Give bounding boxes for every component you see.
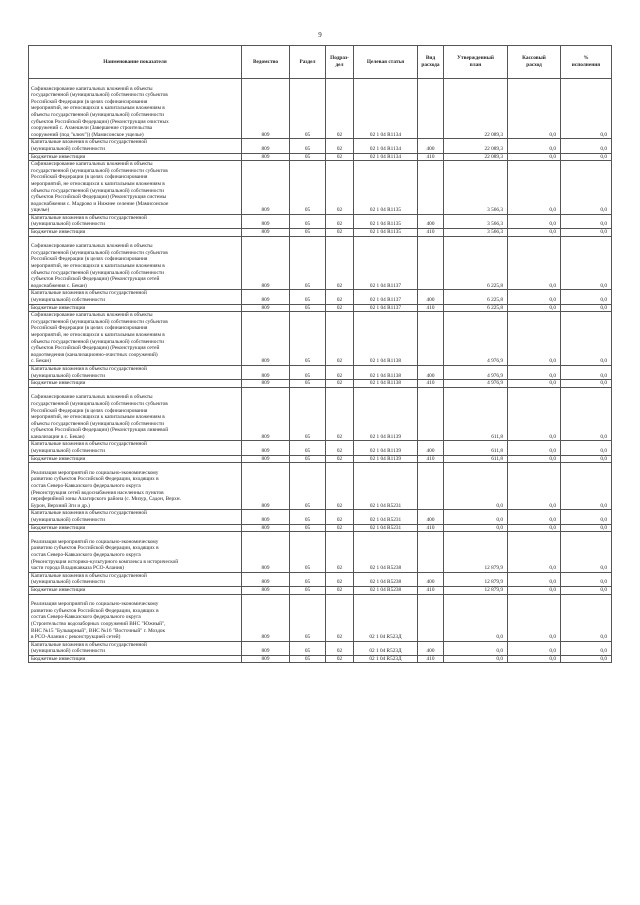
row-section: 05 <box>290 455 326 463</box>
row-dept: 809 <box>242 594 290 641</box>
row-target: 02 1 04 R1138 <box>354 312 418 366</box>
row-subsection: 02 <box>326 586 354 594</box>
row-plan: 6 225,8 <box>444 304 508 312</box>
col-header-plan: Утвержденный план <box>444 46 508 79</box>
row-plan: 0,0 <box>444 641 508 655</box>
row-plan: 0,0 <box>444 655 508 663</box>
row-section: 05 <box>290 387 326 441</box>
row-dept: 809 <box>242 510 290 524</box>
row-percent: 0,0 <box>561 161 612 215</box>
row-subsection: 02 <box>326 655 354 663</box>
row-section: 05 <box>290 290 326 304</box>
row-section: 05 <box>290 161 326 215</box>
row-cash: 0,0 <box>508 524 561 532</box>
row-section: 05 <box>290 365 326 379</box>
row-subsection: 02 <box>326 365 354 379</box>
row-percent: 0,0 <box>561 290 612 304</box>
row-expense-type <box>418 387 444 441</box>
row-dept: 809 <box>242 524 290 532</box>
table-row <box>29 594 612 641</box>
row-name: Капитальные вложения в объекты государственной (муниципальной) собственности <box>29 572 242 586</box>
row-target: 02 1 04 R523Д <box>354 641 418 655</box>
row-name: Капитальные вложения в объекты государственной (муниципальной) собственности <box>29 365 242 379</box>
row-dept: 809 <box>242 441 290 455</box>
row-section: 05 <box>290 510 326 524</box>
row-target: 02 1 04 R5231 <box>354 510 418 524</box>
table-row <box>29 524 612 532</box>
table-row <box>29 572 612 586</box>
row-dept: 809 <box>242 312 290 366</box>
row-subsection: 02 <box>326 229 354 237</box>
row-target: 02 1 04 R1134 <box>354 139 418 153</box>
row-plan: 3 566,3 <box>444 229 508 237</box>
row-plan: 22 089,3 <box>444 153 508 161</box>
row-target: 02 1 04 R1135 <box>354 229 418 237</box>
row-target: 02 1 04 R1134 <box>354 153 418 161</box>
row-percent: 0,0 <box>561 463 612 510</box>
row-percent: 0,0 <box>561 387 612 441</box>
row-cash: 0,0 <box>508 214 561 228</box>
row-dept: 809 <box>242 380 290 388</box>
row-target: 02 1 04 R5238 <box>354 532 418 573</box>
row-expense-type: 400 <box>418 290 444 304</box>
row-cash: 0,0 <box>508 441 561 455</box>
row-cash: 0,0 <box>508 229 561 237</box>
row-expense-type: 410 <box>418 655 444 663</box>
row-section: 05 <box>290 229 326 237</box>
row-section: 05 <box>290 463 326 510</box>
row-name: Реализация мероприятий по социально-экономическому развитию субъектов Российской Федерации, входящих в состав Северо-Кавказского федерального округа (Реконструкция историко-культурного комплекса в исторической части города Владикавказа РСО-Алания) <box>29 532 242 573</box>
row-subsection: 02 <box>326 524 354 532</box>
row-name: Бюджетные инвестиции <box>29 586 242 594</box>
row-expense-type: 410 <box>418 229 444 237</box>
row-percent: 0,0 <box>561 572 612 586</box>
row-plan: 4 976,9 <box>444 312 508 366</box>
row-plan: 3 566,3 <box>444 161 508 215</box>
row-name: Бюджетные инвестиции <box>29 455 242 463</box>
row-cash: 0,0 <box>508 532 561 573</box>
row-name: Бюджетные инвестиции <box>29 524 242 532</box>
row-expense-type: 410 <box>418 586 444 594</box>
row-name: Софинансирование капитальных вложений в объекты государственной (муниципальной) собственности субъектов Российской Федерации (в целях софинансирования мероприятий, не относящихся к капитальным вложениям в объекты государственной (муниципальной) собственности субъектов Российской Федерации) (Реконструкция сетей водоотведения (канализационно-очистных сооружений) с. Бекан) <box>29 312 242 366</box>
row-target: 02 1 04 R1134 <box>354 79 418 139</box>
row-plan: 611,8 <box>444 387 508 441</box>
table-row <box>29 510 612 524</box>
row-plan: 0,0 <box>444 463 508 510</box>
table-row <box>29 290 612 304</box>
row-subsection: 02 <box>326 304 354 312</box>
row-plan: 6 225,8 <box>444 236 508 290</box>
row-percent: 0,0 <box>561 524 612 532</box>
row-subsection: 02 <box>326 594 354 641</box>
row-target: 02 1 04 R1139 <box>354 387 418 441</box>
row-dept: 809 <box>242 139 290 153</box>
row-subsection: 02 <box>326 214 354 228</box>
row-name: Бюджетные инвестиции <box>29 380 242 388</box>
row-plan: 22 089,3 <box>444 139 508 153</box>
table-row <box>29 387 612 441</box>
row-percent: 0,0 <box>561 586 612 594</box>
row-dept: 809 <box>242 153 290 161</box>
row-dept: 809 <box>242 463 290 510</box>
row-expense-type <box>418 594 444 641</box>
table-row <box>29 586 612 594</box>
row-target: 02 1 04 R1135 <box>354 214 418 228</box>
row-subsection: 02 <box>326 455 354 463</box>
row-target: 02 1 04 R1138 <box>354 365 418 379</box>
row-dept: 809 <box>242 387 290 441</box>
row-target: 02 1 04 R1137 <box>354 290 418 304</box>
row-percent: 0,0 <box>561 510 612 524</box>
row-dept: 809 <box>242 236 290 290</box>
row-dept: 809 <box>242 79 290 139</box>
row-subsection: 02 <box>326 463 354 510</box>
row-percent: 0,0 <box>561 153 612 161</box>
table-row <box>29 463 612 510</box>
col-header-subsection: Подраз- дел <box>326 46 354 79</box>
row-section: 05 <box>290 586 326 594</box>
row-cash: 0,0 <box>508 510 561 524</box>
row-expense-type: 400 <box>418 572 444 586</box>
table-row <box>29 229 612 237</box>
row-subsection: 02 <box>326 510 354 524</box>
row-name: Софинансирование капитальных вложений в объекты государственной (муниципальной) собственности субъектов Российской Федерации (в целях софинансирования мероприятий, не относящихся к капитальным вложениям в объекты государственной (муниципальной) собственности субъектов Российской Федерации) (Реконструкция очистных сооружений с. Ахмешели (Завершение строительства сооружений (под "ключ")) (Мамисонское ущелье) <box>29 79 242 139</box>
row-expense-type: 410 <box>418 455 444 463</box>
row-section: 05 <box>290 441 326 455</box>
row-dept: 809 <box>242 532 290 573</box>
row-dept: 809 <box>242 290 290 304</box>
col-header-section: Раздел <box>290 46 326 79</box>
budget-table <box>28 45 612 663</box>
row-percent: 0,0 <box>561 641 612 655</box>
row-dept: 809 <box>242 229 290 237</box>
row-dept: 809 <box>242 586 290 594</box>
row-subsection: 02 <box>326 312 354 366</box>
row-target: 02 1 04 R5238 <box>354 572 418 586</box>
row-section: 05 <box>290 312 326 366</box>
row-subsection: 02 <box>326 387 354 441</box>
col-header-percent: % исполнения <box>561 46 612 79</box>
row-cash: 0,0 <box>508 387 561 441</box>
row-name: Бюджетные инвестиции <box>29 304 242 312</box>
row-dept: 809 <box>242 455 290 463</box>
row-target: 02 1 04 R5231 <box>354 463 418 510</box>
row-cash: 0,0 <box>508 236 561 290</box>
row-expense-type: 410 <box>418 524 444 532</box>
row-cash: 0,0 <box>508 139 561 153</box>
row-section: 05 <box>290 304 326 312</box>
row-section: 05 <box>290 153 326 161</box>
row-target: 02 1 04 R5231 <box>354 524 418 532</box>
row-section: 05 <box>290 139 326 153</box>
row-target: 02 1 04 R5238 <box>354 586 418 594</box>
row-target: 02 1 04 R523Д <box>354 655 418 663</box>
table-row <box>29 641 612 655</box>
row-plan: 0,0 <box>444 510 508 524</box>
table-row <box>29 161 612 215</box>
row-target: 02 1 04 R1139 <box>354 441 418 455</box>
row-expense-type: 400 <box>418 214 444 228</box>
row-cash: 0,0 <box>508 161 561 215</box>
row-section: 05 <box>290 524 326 532</box>
row-percent: 0,0 <box>561 236 612 290</box>
table-row <box>29 153 612 161</box>
table-row <box>29 79 612 139</box>
row-percent: 0,0 <box>561 79 612 139</box>
row-plan: 6 225,8 <box>444 290 508 304</box>
row-target: 02 1 04 R523Д <box>354 594 418 641</box>
row-dept: 809 <box>242 641 290 655</box>
row-dept: 809 <box>242 304 290 312</box>
row-section: 05 <box>290 641 326 655</box>
row-plan: 12 879,9 <box>444 532 508 573</box>
row-subsection: 02 <box>326 441 354 455</box>
row-expense-type <box>418 236 444 290</box>
table-row <box>29 214 612 228</box>
col-header-target: Целевая статья <box>354 46 418 79</box>
row-cash: 0,0 <box>508 586 561 594</box>
row-plan: 4 976,9 <box>444 365 508 379</box>
table-row <box>29 532 612 573</box>
table-row <box>29 304 612 312</box>
row-name: Реализация мероприятий по социально-экономическому развитию субъектов Российской Федерации, входящих в состав Северо-Кавказского федерального округа (Реконструкция сетей водоснабжения населенных пунктов периферийной зоны Алагирского района (с. Мизур, Садон, Верхн. Бурон, Верхний Зги и др.) <box>29 463 242 510</box>
table-row <box>29 455 612 463</box>
row-cash: 0,0 <box>508 455 561 463</box>
row-section: 05 <box>290 380 326 388</box>
row-name: Бюджетные инвестиции <box>29 229 242 237</box>
row-subsection: 02 <box>326 572 354 586</box>
row-expense-type <box>418 79 444 139</box>
row-percent: 0,0 <box>561 365 612 379</box>
row-target: 02 1 04 R1139 <box>354 455 418 463</box>
row-name: Бюджетные инвестиции <box>29 655 242 663</box>
table-row <box>29 655 612 663</box>
row-subsection: 02 <box>326 161 354 215</box>
row-cash: 0,0 <box>508 365 561 379</box>
row-dept: 809 <box>242 572 290 586</box>
row-expense-type: 400 <box>418 441 444 455</box>
table-body <box>29 79 612 663</box>
row-name: Капитальные вложения в объекты государственной (муниципальной) собственности <box>29 510 242 524</box>
row-subsection: 02 <box>326 139 354 153</box>
row-cash: 0,0 <box>508 641 561 655</box>
row-target: 02 1 04 R1137 <box>354 304 418 312</box>
table-row <box>29 441 612 455</box>
row-name: Бюджетные инвестиции <box>29 153 242 161</box>
table-row <box>29 365 612 379</box>
row-percent: 0,0 <box>561 214 612 228</box>
row-name: Капитальные вложения в объекты государственной (муниципальной) собственности <box>29 139 242 153</box>
row-cash: 0,0 <box>508 312 561 366</box>
row-name: Капитальные вложения в объекты государственной (муниципальной) собственности <box>29 214 242 228</box>
table-row <box>29 139 612 153</box>
row-dept: 809 <box>242 655 290 663</box>
row-section: 05 <box>290 655 326 663</box>
row-plan: 12 879,9 <box>444 586 508 594</box>
row-cash: 0,0 <box>508 572 561 586</box>
row-percent: 0,0 <box>561 655 612 663</box>
row-subsection: 02 <box>326 153 354 161</box>
row-name: Софинансирование капитальных вложений в объекты государственной (муниципальной) собственности субъектов Российской Федерации (в целях софинансирования мероприятий, не относящихся к капитальным вложениям в объекты государственной (муниципальной) собственности субъектов Российской Федерации) (Реконструкция системы водоснабжения с. Мадрово и Нижнее селение (Мамисонское ущелье) <box>29 161 242 215</box>
page-number: 9 <box>318 31 322 39</box>
row-percent: 0,0 <box>561 594 612 641</box>
row-cash: 0,0 <box>508 153 561 161</box>
row-name: Софинансирование капитальных вложений в объекты государственной (муниципальной) собственности субъектов Российской Федерации (в целях софинансирования мероприятий, не относящихся к капитальным вложениям в объекты государственной (муниципальной) собственности субъектов Российской Федерации) (Реконструкция сетей водоснабжения с. Бекан) <box>29 236 242 290</box>
table-row <box>29 236 612 290</box>
row-name: Капитальные вложения в объекты государственной (муниципальной) собственности <box>29 641 242 655</box>
row-dept: 809 <box>242 161 290 215</box>
row-expense-type: 400 <box>418 365 444 379</box>
row-cash: 0,0 <box>508 304 561 312</box>
row-percent: 0,0 <box>561 532 612 573</box>
row-subsection: 02 <box>326 236 354 290</box>
row-cash: 0,0 <box>508 463 561 510</box>
row-expense-type <box>418 463 444 510</box>
row-target: 02 1 04 R1135 <box>354 161 418 215</box>
row-section: 05 <box>290 214 326 228</box>
row-expense-type: 410 <box>418 380 444 388</box>
table-row <box>29 312 612 366</box>
row-name: Капитальные вложения в объекты государственной (муниципальной) собственности <box>29 290 242 304</box>
row-target: 02 1 04 R1138 <box>354 380 418 388</box>
row-percent: 0,0 <box>561 455 612 463</box>
row-cash: 0,0 <box>508 290 561 304</box>
row-name: Капитальные вложения в объекты государственной (муниципальной) собственности <box>29 441 242 455</box>
row-cash: 0,0 <box>508 79 561 139</box>
row-expense-type: 400 <box>418 641 444 655</box>
row-section: 05 <box>290 236 326 290</box>
row-cash: 0,0 <box>508 594 561 641</box>
row-cash: 0,0 <box>508 655 561 663</box>
row-name: Реализация мероприятий по социально-экономическому развитию субъектов Российской Федерации, входящих в состав Северо-Кавказского федерального округа (Строительство водозаборных сооружений ВНС "Южный", ВНС №15 "Бульварный", ВНС №16 "Восточный" г. Моздок в РСО-Алания с реконструкцией сетей) <box>29 594 242 641</box>
row-subsection: 02 <box>326 380 354 388</box>
row-percent: 0,0 <box>561 312 612 366</box>
row-subsection: 02 <box>326 532 354 573</box>
row-subsection: 02 <box>326 290 354 304</box>
row-expense-type: 410 <box>418 304 444 312</box>
row-expense-type: 400 <box>418 510 444 524</box>
row-expense-type <box>418 161 444 215</box>
row-plan: 0,0 <box>444 524 508 532</box>
row-plan: 611,8 <box>444 441 508 455</box>
row-section: 05 <box>290 79 326 139</box>
row-expense-type <box>418 312 444 366</box>
row-section: 05 <box>290 532 326 573</box>
row-cash: 0,0 <box>508 380 561 388</box>
row-percent: 0,0 <box>561 229 612 237</box>
row-subsection: 02 <box>326 641 354 655</box>
row-percent: 0,0 <box>561 380 612 388</box>
row-plan: 4 976,9 <box>444 380 508 388</box>
row-expense-type <box>418 532 444 573</box>
header-row <box>29 46 612 79</box>
row-expense-type: 410 <box>418 153 444 161</box>
row-subsection: 02 <box>326 79 354 139</box>
col-header-dept: Ведомство <box>242 46 290 79</box>
row-plan: 12 879,9 <box>444 572 508 586</box>
row-name: Софинансирование капитальных вложений в объекты государственной (муниципальной) собственности субъектов Российской Федерации (в целях софинансирования мероприятий, не относящихся к капитальным вложениям в объекты государственной (муниципальной) собственности субъектов Российской Федерации) (Реконструкция ливневой канализации в с. Бекан) <box>29 387 242 441</box>
col-header-cash: Кассовый расход <box>508 46 561 79</box>
table-row <box>29 380 612 388</box>
row-dept: 809 <box>242 365 290 379</box>
col-header-expense-type: Вид расхода <box>418 46 444 79</box>
row-plan: 611,8 <box>444 455 508 463</box>
row-plan: 22 089,3 <box>444 79 508 139</box>
row-percent: 0,0 <box>561 441 612 455</box>
row-section: 05 <box>290 594 326 641</box>
col-header-name: Наименование показателя <box>29 46 242 79</box>
row-dept: 809 <box>242 214 290 228</box>
row-section: 05 <box>290 572 326 586</box>
row-percent: 0,0 <box>561 139 612 153</box>
row-expense-type: 400 <box>418 139 444 153</box>
row-plan: 3 566,3 <box>444 214 508 228</box>
row-percent: 0,0 <box>561 304 612 312</box>
row-plan: 0,0 <box>444 594 508 641</box>
row-target: 02 1 04 R1137 <box>354 236 418 290</box>
